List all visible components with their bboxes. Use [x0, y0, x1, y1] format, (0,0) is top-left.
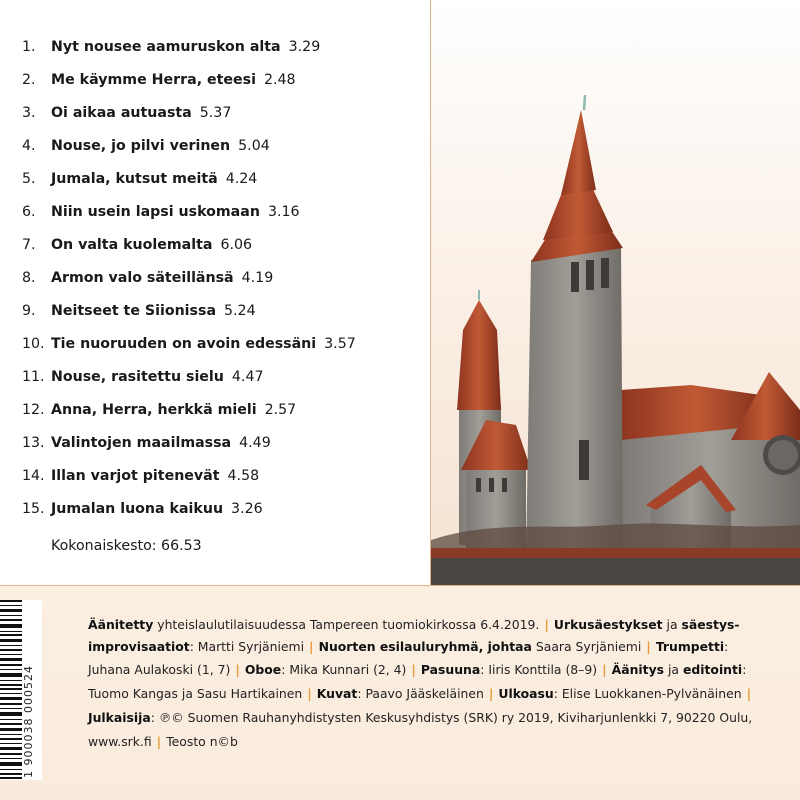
track-row — [0, 431, 430, 455]
track-title-text: Armon valo säteillänsä — [51, 270, 234, 286]
track-title — [51, 365, 264, 389]
track-title — [51, 68, 296, 92]
organist: : Martti Syrjäniemi — [189, 639, 305, 654]
track-row — [0, 68, 430, 92]
separator: | — [156, 734, 162, 749]
engineers: Tuomo Kangas ja Sasu Hartikainen — [88, 686, 303, 701]
trumpet-players: Juhana Aulakoski (1, 7) — [88, 662, 231, 677]
track-row — [0, 332, 430, 356]
track-row — [0, 134, 430, 158]
separator: | — [309, 639, 314, 654]
separator: | — [411, 662, 416, 677]
track-title — [51, 464, 259, 488]
track-number: 8. — [22, 270, 36, 286]
track-number: 9. — [22, 303, 36, 319]
track-duration: 4.49 — [239, 435, 271, 451]
track-title-text: Nyt nousee aamuruskon alta — [51, 39, 281, 55]
track-duration: 3.26 — [231, 501, 263, 517]
track-title-text: Jumala, kutsut meitä — [51, 171, 218, 187]
track-duration: 3.29 — [288, 39, 321, 55]
track-title-text: Oi aikaa autuasta — [51, 105, 192, 121]
track-title — [51, 398, 296, 422]
track-number: 1. — [22, 39, 36, 55]
trombone-label: Pasuuna — [420, 662, 481, 677]
credit-line-1 — [88, 616, 740, 634]
track-number: 15. — [22, 501, 45, 517]
trumpet-label: Trumpetti — [655, 639, 725, 654]
track-title-text: Valintojen maailmassa — [51, 435, 232, 451]
choir-label: Nuorten esilauluryhmä, johtaa — [318, 639, 532, 654]
organ-and: ja — [666, 617, 678, 632]
track-title-text: Nouse, jo pilvi verinen — [51, 138, 231, 154]
copyright: Teosto n©b — [166, 734, 238, 749]
track-row — [0, 497, 430, 521]
trombone-player: : Iiris Konttila (8–9) — [480, 662, 598, 677]
track-title-text: On valta kuolemalta — [51, 237, 213, 253]
track-title — [51, 101, 231, 125]
cathedral-illustration — [431, 0, 800, 585]
track-number: 6. — [22, 204, 36, 220]
track-title-text: Tie nuoruuden on avoin edessäni — [51, 336, 317, 352]
track-title-text: Me käymme Herra, eteesi — [51, 72, 256, 88]
track-title — [51, 431, 271, 455]
track-number: 3. — [22, 105, 36, 121]
track-title — [51, 35, 320, 59]
track-title — [51, 167, 257, 191]
track-duration: 5.37 — [199, 105, 232, 121]
track-duration: 4.58 — [227, 468, 260, 484]
track-number: 12. — [22, 402, 45, 418]
track-title — [51, 332, 356, 356]
designer: : Elise Luokkanen-Pylvänäinen — [553, 686, 742, 701]
organ-label: Urkusäestykset — [553, 617, 663, 632]
track-number: 10. — [22, 336, 45, 352]
track-row — [0, 398, 430, 422]
credit-line-2 — [88, 638, 728, 656]
website-link[interactable]: www.srk.fi — [88, 734, 152, 749]
trumpet-colon: : — [724, 639, 729, 654]
track-number: 13. — [22, 435, 45, 451]
editing-colon: : — [742, 662, 747, 677]
recording-and: ja — [667, 662, 680, 677]
track-title — [51, 200, 300, 224]
track-title-text: Illan varjot pitenevät — [51, 468, 220, 484]
track-title-text: Jumalan luona kaikuu — [51, 501, 224, 517]
separator: | — [235, 662, 240, 677]
track-row — [0, 365, 430, 389]
credit-line-5 — [88, 709, 752, 727]
track-title-text: Anna, Herra, herkkä mieli — [51, 402, 257, 418]
cathedral-photo — [431, 0, 800, 585]
track-row — [0, 266, 430, 290]
photos-label: Kuvat — [316, 686, 358, 701]
track-number: 5. — [22, 171, 36, 187]
track-duration: 4.19 — [241, 270, 274, 286]
track-title — [51, 134, 270, 158]
layout-label: Ulkoasu — [498, 686, 554, 701]
track-title — [51, 233, 252, 257]
track-duration: 2.57 — [264, 402, 297, 418]
track-title-text: Niin usein lapsi uskomaan — [51, 204, 260, 220]
track-number: 4. — [22, 138, 36, 154]
choir-leader: Saara Syrjäniemi — [535, 639, 642, 654]
track-title-text: Neitseet te Siionissa — [51, 303, 217, 319]
track-title — [51, 497, 263, 521]
editing-label: editointi — [682, 662, 743, 677]
credit-line-4 — [88, 685, 756, 703]
track-duration: 2.48 — [263, 72, 296, 88]
track-duration: 5.04 — [238, 138, 270, 154]
publisher: : ℗© Suomen Rauhanyhdistysten Keskusyhdistys (SRK) ry 2019, Kiviharjunlenkki 7, 90220 Oulu, — [150, 710, 753, 725]
credit-line-3 — [88, 661, 746, 679]
tracklist — [0, 0, 430, 585]
separator: | — [646, 639, 651, 654]
improv-label-2: improvisaatiot — [88, 639, 190, 654]
track-row — [0, 35, 430, 59]
publisher-label: Julkaisija — [88, 710, 151, 725]
track-row — [0, 200, 430, 224]
track-number: 2. — [22, 72, 36, 88]
track-number: 7. — [22, 237, 36, 253]
track-duration: 3.57 — [324, 336, 356, 352]
barcode-number: 1 900038 000524 — [22, 665, 35, 778]
track-duration: 3.16 — [267, 204, 300, 220]
track-row — [0, 299, 430, 323]
track-row — [0, 101, 430, 125]
separator: | — [544, 617, 549, 632]
total-duration: Kokonaiskesto: 66.53 — [51, 538, 202, 554]
recorded-label: Äänitetty — [88, 617, 154, 632]
oboe-label: Oboe — [244, 662, 282, 677]
credit-line-6 — [88, 733, 238, 751]
track-title-text: Nouse, rasitettu sielu — [51, 369, 224, 385]
recorded-text: yhteislaulutilaisuudessa Tampereen tuomiokirkossa 6.4.2019. — [157, 617, 540, 632]
track-row — [0, 464, 430, 488]
barcode-bars — [0, 600, 22, 780]
track-duration: 6.06 — [220, 237, 253, 253]
separator: | — [602, 662, 607, 677]
track-title — [51, 266, 273, 290]
separator: | — [746, 686, 752, 701]
track-duration: 4.24 — [225, 171, 258, 187]
separator: | — [488, 686, 494, 701]
track-row — [0, 233, 430, 257]
track-duration: 4.47 — [231, 369, 264, 385]
track-title — [51, 299, 256, 323]
improv-label-1: säestys- — [681, 617, 740, 632]
separator: | — [307, 686, 312, 701]
track-row — [0, 167, 430, 191]
track-duration: 5.24 — [224, 303, 256, 319]
recording-label: Äänitys — [611, 662, 665, 677]
photographer: : Paavo Jääskeläinen — [357, 686, 484, 701]
track-number: 11. — [22, 369, 45, 385]
track-number: 14. — [22, 468, 45, 484]
oboe-player: : Mika Kunnari (2, 4) — [281, 662, 407, 677]
